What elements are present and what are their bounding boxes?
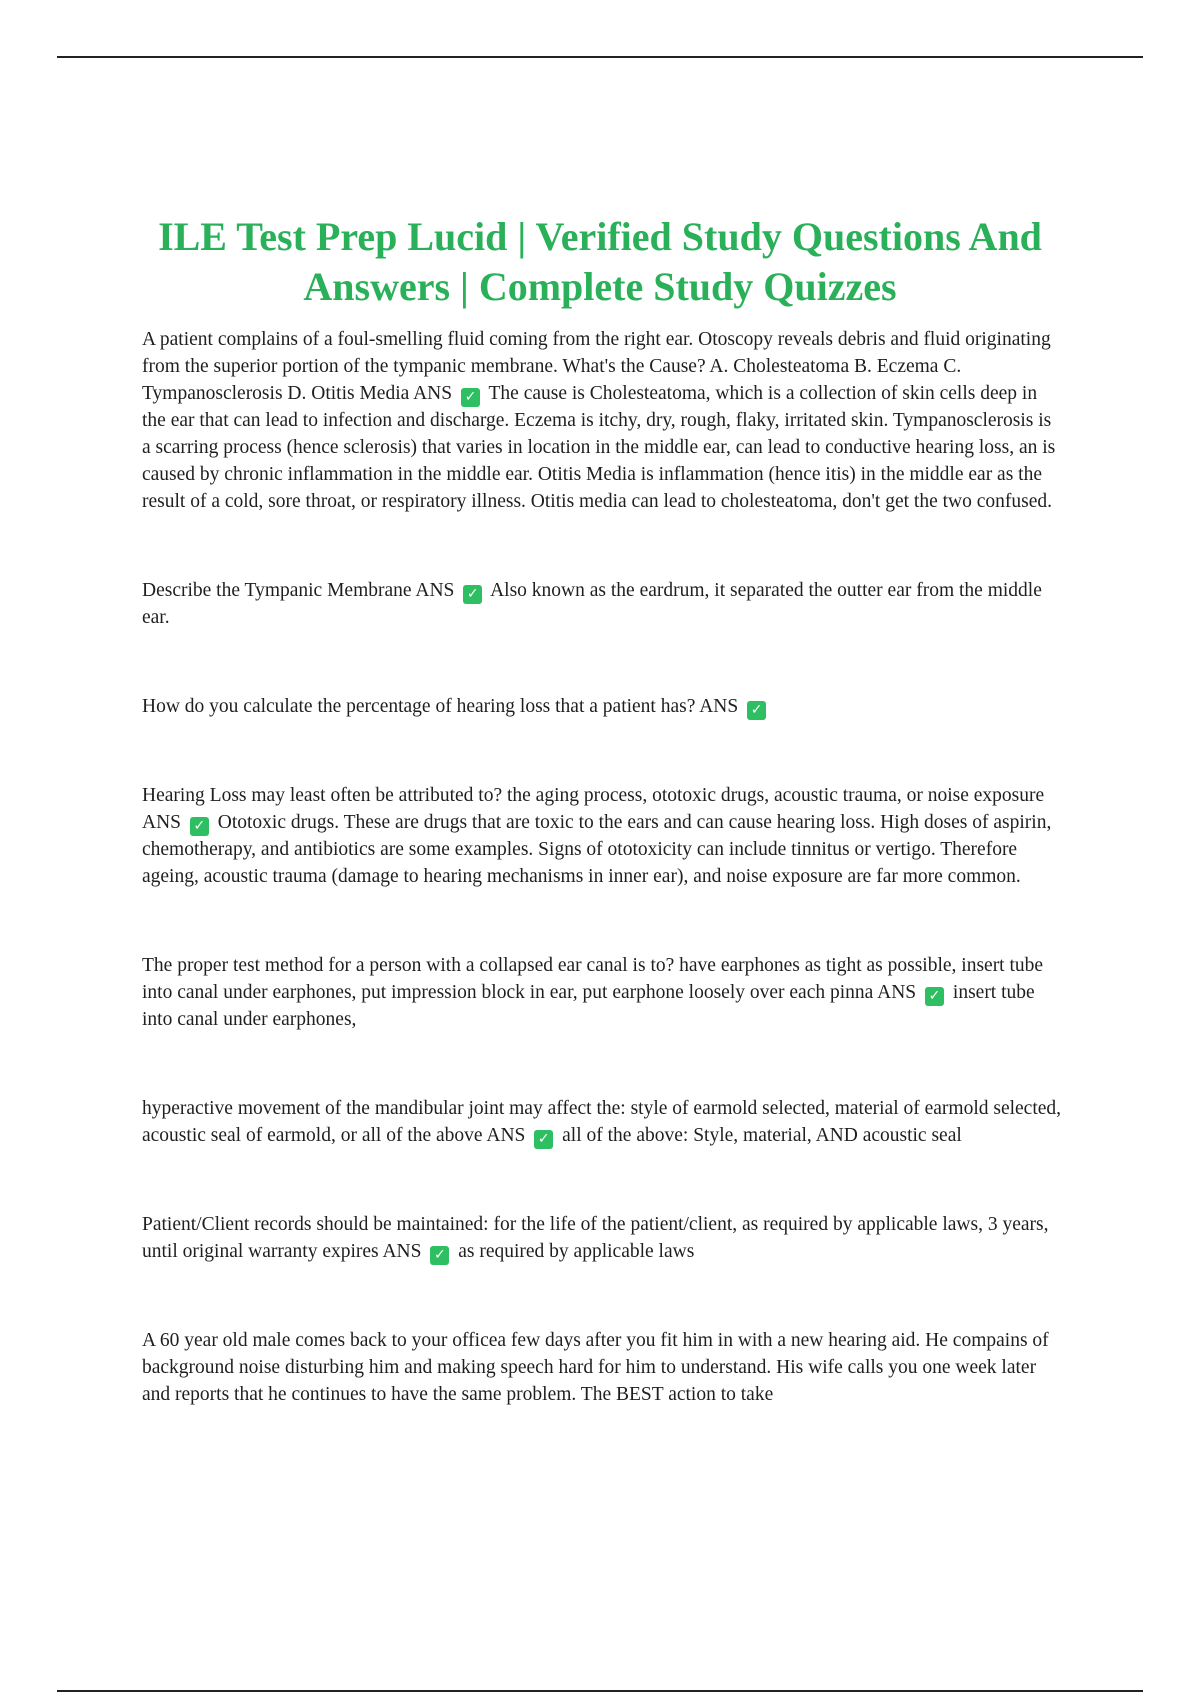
footer-rule	[57, 1690, 1143, 1692]
answer-text: The cause is Cholesteatoma, which is a collection of skin cells deep in the ear that can lead to infection and discharge. Eczema is itchy, dry, rough, flaky, irritated skin. Tympanosclerosis is a scarring process (hence sclerosis) that varies in location in the middle ear, can lead to conductive hearing loss, an is caused by chronic inflammation in the middle ear. Otitis Media is inflammation (hence itis) in the middle ear as the result of a cold, sore throat, or respiratory illness. Otitis media can lead to cholesteatoma, don't get the two confused.	[142, 383, 1056, 512]
answer-label: ANS	[382, 1241, 422, 1262]
question-text: Describe the Tympanic Membrane	[142, 580, 412, 601]
qa-item	[142, 326, 1064, 515]
check-mark-icon: ✓	[430, 1246, 449, 1265]
question-text: A 60 year old male comes back to your officea few days after you fit him in with a new hearing aid. He compains of background noise disturbing him and making speech hard for him to understand. His wife calls you one week later and reports that he continues to have the same problem. The BEST action to take	[142, 1330, 1049, 1405]
answer-label: ANS	[142, 812, 182, 833]
answer-text: insert tube into canal under earphones,	[142, 982, 1035, 1030]
question-text: How do you calculate the percentage of hearing loss that a patient has?	[142, 696, 696, 717]
question-text: The proper test method for a person with a collapsed ear canal is to? have earphones as tight as possible, insert tube into canal under earphones, put impression block in ear, put earphone loosely over each pinna	[142, 955, 1044, 1003]
check-mark-icon: ✓	[747, 701, 766, 720]
question-text: A patient complains of a foul-smelling fluid coming from the right ear. Otoscopy reveals debris and fluid originating from the superior portion of the tympanic membrane. What's the Cause? A. Cholesteatoma B. Eczema C. Tympanosclerosis D. Otitis Media	[142, 329, 1051, 404]
question-text: Patient/Client records should be maintained: for the life of the patient/client, as required by applicable laws, 3 years, until original warranty expires	[142, 1214, 1049, 1262]
answer-text: as required by applicable laws	[458, 1241, 695, 1262]
qa-item	[142, 693, 1064, 720]
check-mark-icon: ✓	[190, 817, 209, 836]
qa-item	[142, 1211, 1064, 1265]
qa-item	[142, 577, 1064, 631]
answer-label: ANS	[877, 982, 917, 1003]
question-text: Hearing Loss may least often be attributed to? the aging process, ototoxic drugs, acoustic trauma, or noise exposure	[142, 785, 1045, 806]
check-mark-icon: ✓	[461, 388, 480, 407]
answer-label: ANS	[486, 1125, 526, 1146]
check-mark-icon: ✓	[534, 1130, 553, 1149]
question-text: hyperactive movement of the mandibular joint may affect the: style of earmold selected, material of earmold selected, acoustic seal of earmold, or all of the above	[142, 1098, 1062, 1146]
header-rule	[57, 56, 1143, 58]
check-mark-icon: ✓	[925, 987, 944, 1006]
qa-item	[142, 782, 1064, 890]
answer-text: all of the above: Style, material, AND acoustic seal	[562, 1125, 962, 1146]
qa-item	[142, 952, 1064, 1033]
answer-text: Ototoxic drugs. These are drugs that are toxic to the ears and can cause hearing loss. High doses of aspirin, chemotherapy, and antibiotics are some examples. Signs of ototoxicity can include tinnitus or vertigo. Therefore ageing, acoustic trauma (damage to hearing mechanisms in inner ear), and noise exposure are far more common.	[142, 812, 1052, 887]
document-title: ILE Test Prep Lucid | Verified Study Questions And Answers | Complete Study Quizzes	[158, 214, 1042, 309]
answer-label: ANS	[415, 580, 455, 601]
answer-text: Also known as the eardrum, it separated the outter ear from the middle ear.	[142, 580, 1042, 628]
answer-label: ANS	[413, 383, 453, 404]
qa-item	[142, 1327, 1064, 1408]
answer-label: ANS	[699, 696, 739, 717]
qa-item	[142, 1095, 1064, 1149]
check-mark-icon: ✓	[463, 585, 482, 604]
qa-list	[142, 326, 1064, 1408]
